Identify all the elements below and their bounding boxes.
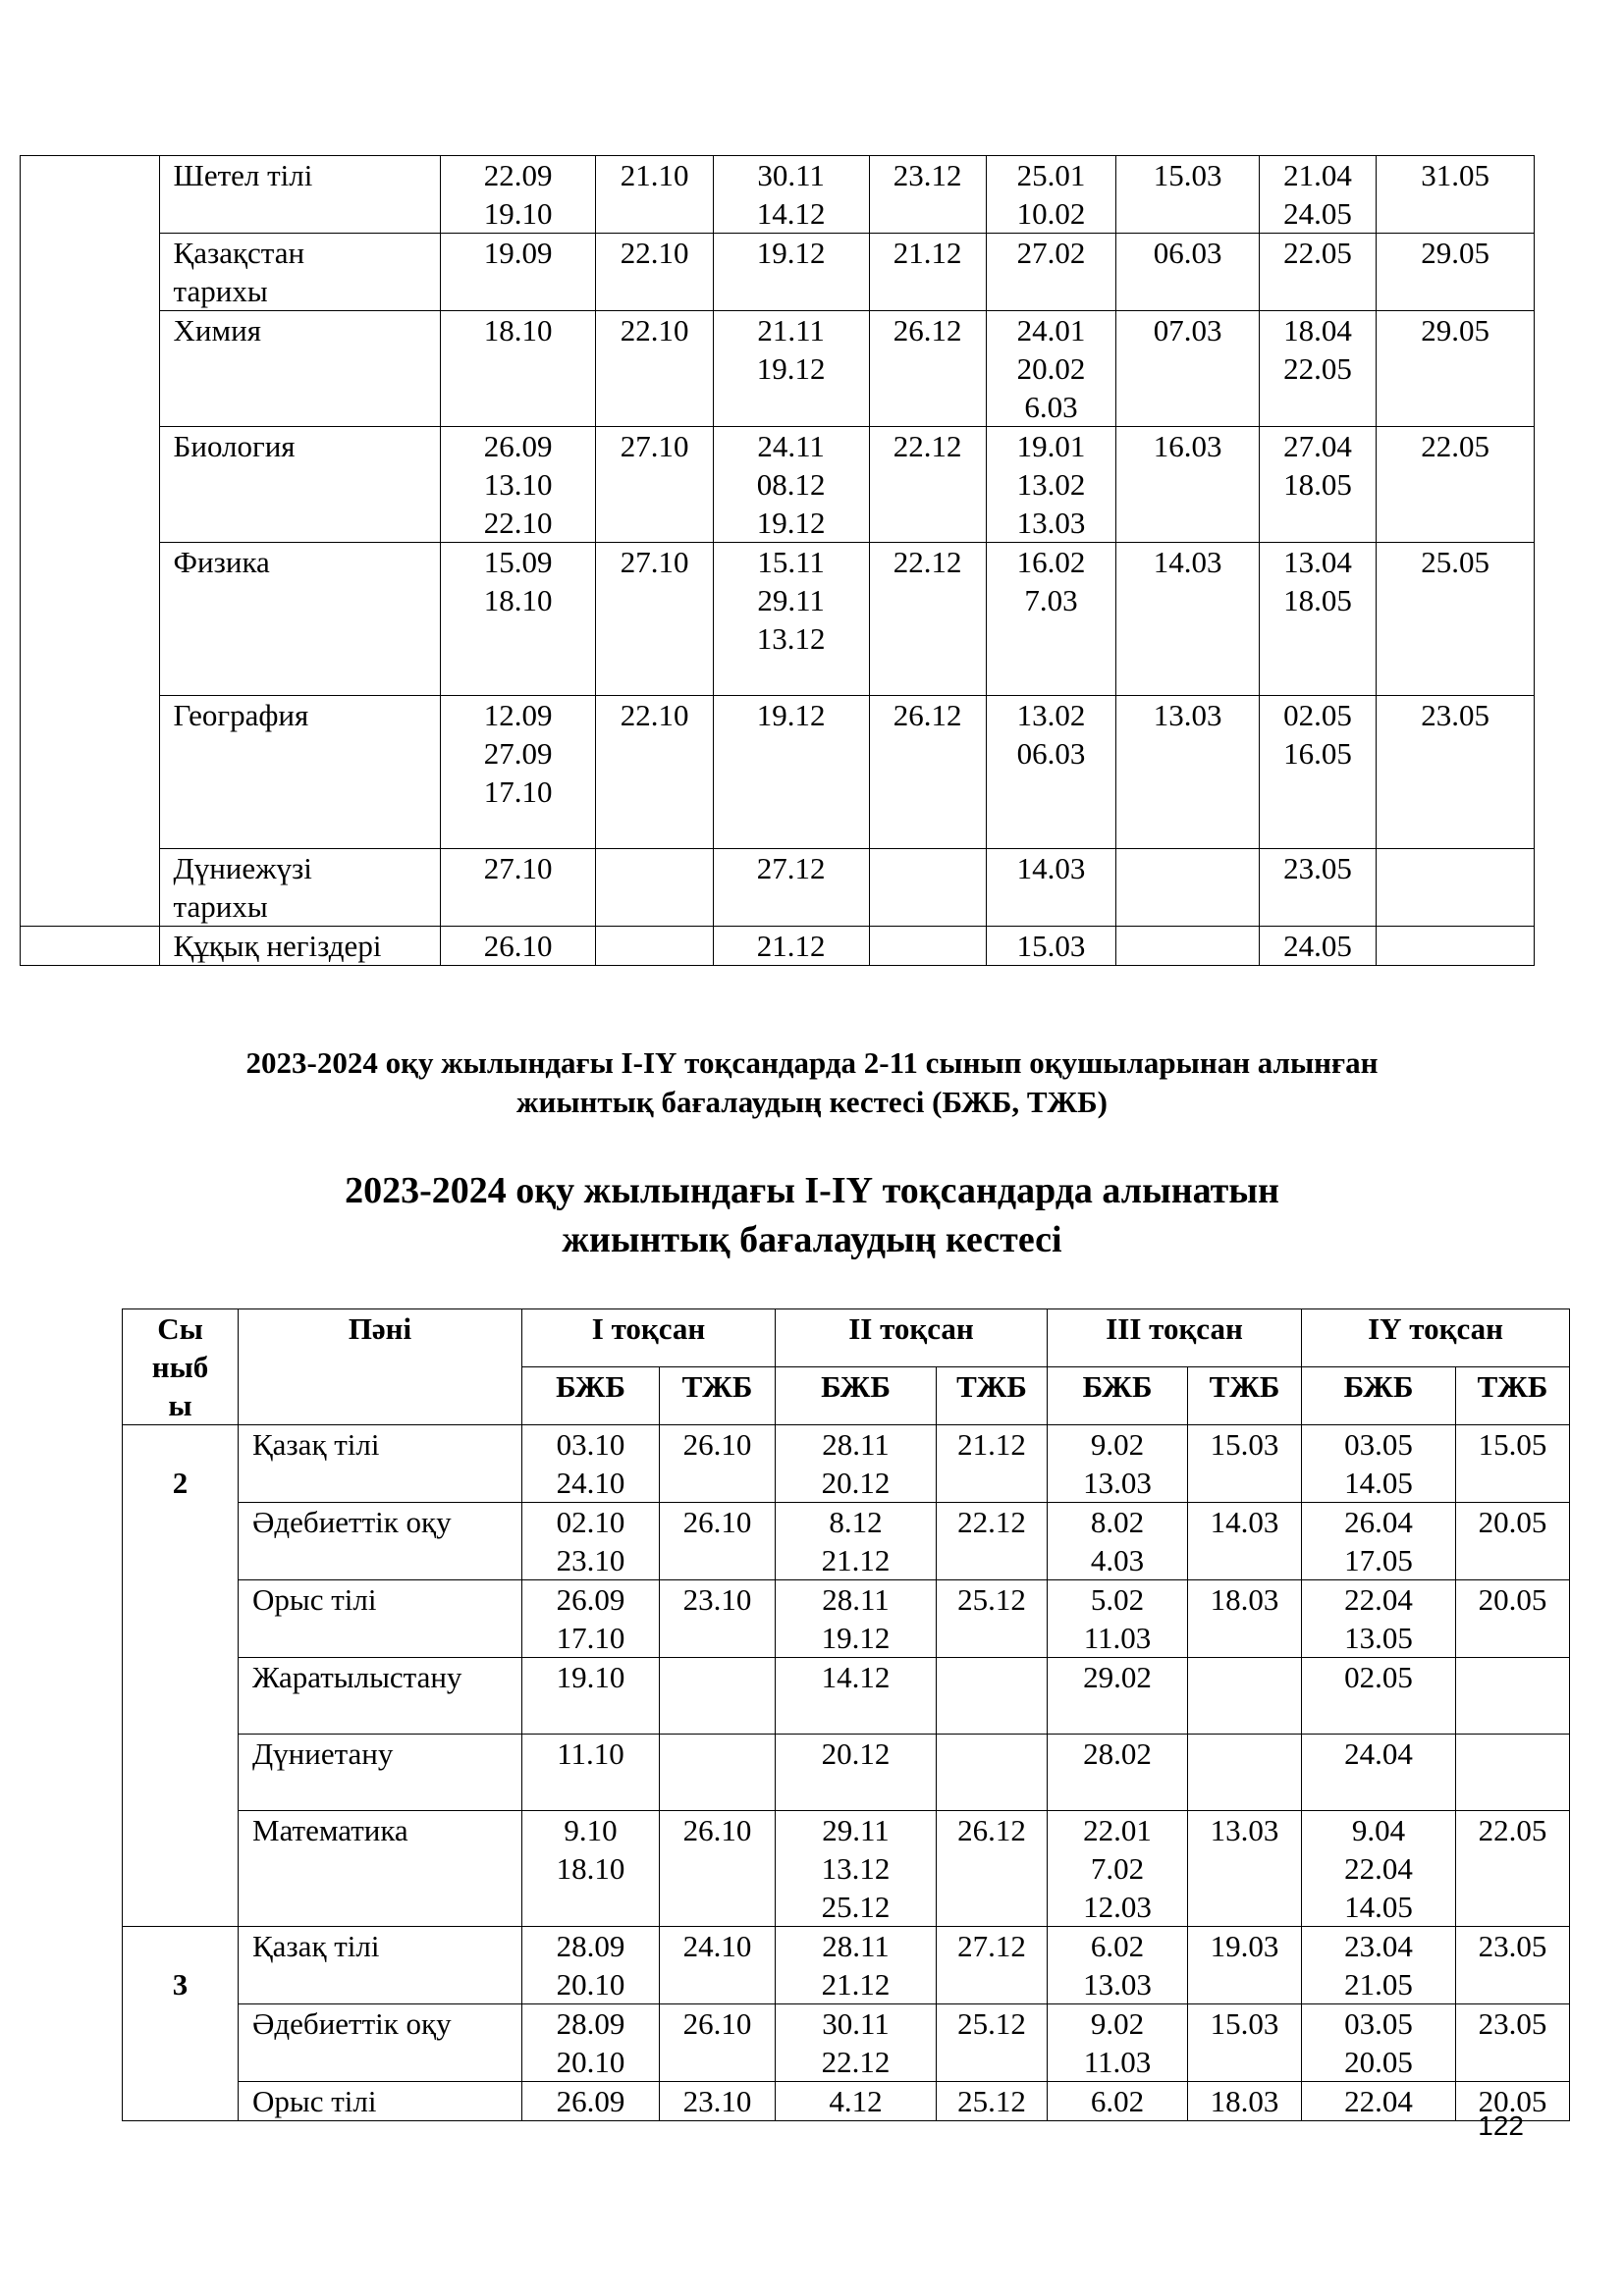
date-cell: 4.12: [776, 2082, 937, 2121]
table-row: [21, 543, 1535, 696]
subject-cell: Орыс тілі: [239, 2082, 522, 2121]
date-cell: 14.03: [1116, 543, 1260, 696]
date-cell: 27.02: [986, 234, 1115, 311]
date-cell: 21.10: [596, 156, 713, 234]
date-cell: 23.05: [1456, 2004, 1570, 2082]
subject-cell: Құқық негіздері: [159, 927, 440, 966]
date-cell: 15.05: [1456, 1425, 1570, 1503]
table-row: [123, 1658, 1570, 1735]
date-cell: 21.12: [937, 1425, 1048, 1503]
subject-cell: Қазақ тілі: [239, 1927, 522, 2004]
date-cell: 26.12: [869, 696, 986, 849]
header-row-quarters: [123, 1309, 1570, 1367]
date-cell: [1116, 927, 1260, 966]
date-cell: [1377, 927, 1535, 966]
date-cell: 22.04: [1302, 2082, 1456, 2121]
date-cell: 28.11 20.12: [776, 1425, 937, 1503]
summative-assessment-table: [122, 1308, 1570, 2121]
table-row: [21, 696, 1535, 849]
date-cell: [869, 927, 986, 966]
date-cell: 26.04 17.05: [1302, 1503, 1456, 1580]
page-number: 122: [1478, 2110, 1524, 2141]
bjb-header: БЖБ: [522, 1367, 660, 1425]
date-cell: 8.02 4.03: [1048, 1503, 1188, 1580]
date-cell: 29.05: [1377, 234, 1535, 311]
date-cell: 27.10: [440, 849, 596, 927]
class-number-cell: 2: [123, 1425, 239, 1927]
quarter-4-header: ІҮ тоқсан: [1302, 1309, 1570, 1367]
date-cell: [660, 1735, 776, 1811]
date-cell: 27.12: [937, 1927, 1048, 2004]
subject-cell: Математика: [239, 1811, 522, 1927]
tjb-header: ТЖБ: [1456, 1367, 1570, 1425]
date-cell: 24.05: [1259, 927, 1376, 966]
date-cell: 15.11 29.11 13.12: [713, 543, 869, 696]
date-cell: 03.10 24.10: [522, 1425, 660, 1503]
table-row: [123, 2004, 1570, 2082]
table-title-line2: жиынтық бағалаудың кестесі: [562, 1219, 1062, 1260]
date-cell: 19.10: [522, 1658, 660, 1735]
subject-column-header: Пәні: [239, 1309, 522, 1425]
table-row: [123, 2082, 1570, 2121]
date-cell: 25.01 10.02: [986, 156, 1115, 234]
date-cell: 5.02 11.03: [1048, 1580, 1188, 1658]
date-cell: 19.12: [713, 234, 869, 311]
subject-cell: Химия: [159, 311, 440, 427]
date-cell: 02.10 23.10: [522, 1503, 660, 1580]
date-cell: 13.03: [1116, 696, 1260, 849]
date-cell: 25.12: [937, 1580, 1048, 1658]
tjb-header: ТЖБ: [660, 1367, 776, 1425]
date-cell: 22.12: [937, 1503, 1048, 1580]
date-cell: 14.03: [986, 849, 1115, 927]
date-cell: 26.12: [869, 311, 986, 427]
date-cell: 14.12: [776, 1658, 937, 1735]
bjb-header: БЖБ: [776, 1367, 937, 1425]
table-row: [123, 1735, 1570, 1811]
date-cell: 28.02: [1048, 1735, 1188, 1811]
class-number-cell: 3: [123, 1927, 239, 2121]
date-cell: 18.10: [440, 311, 596, 427]
date-cell: 15.03: [1116, 156, 1260, 234]
date-cell: 25.12: [937, 2082, 1048, 2121]
row-margin-cell: [21, 696, 160, 849]
date-cell: 9.02 13.03: [1048, 1425, 1188, 1503]
table-title: [0, 1166, 1624, 1264]
subject-cell: Орыс тілі: [239, 1580, 522, 1658]
date-cell: 24.01 20.02 6.03: [986, 311, 1115, 427]
row-margin-cell: [21, 311, 160, 427]
date-cell: 28.09 20.10: [522, 2004, 660, 2082]
date-cell: 23.10: [660, 2082, 776, 2121]
date-cell: 24.10: [660, 1927, 776, 2004]
date-cell: 18.03: [1188, 1580, 1302, 1658]
date-cell: 02.05 16.05: [1259, 696, 1376, 849]
subject-cell: Дүниежүзі тарихы: [159, 849, 440, 927]
date-cell: 9.10 18.10: [522, 1811, 660, 1927]
date-cell: 22.05: [1259, 234, 1376, 311]
table-row: [21, 311, 1535, 427]
row-margin-cell: [21, 543, 160, 696]
row-margin-cell: [21, 234, 160, 311]
date-cell: [869, 849, 986, 927]
date-cell: 11.10: [522, 1735, 660, 1811]
date-cell: 16.02 7.03: [986, 543, 1115, 696]
date-cell: 19.12: [713, 696, 869, 849]
quarter-2-header: ІІ тоқсан: [776, 1309, 1048, 1367]
date-cell: 27.10: [596, 427, 713, 543]
date-cell: 18.03: [1188, 2082, 1302, 2121]
class-column-header: Сы ныб ы: [123, 1309, 239, 1425]
row-margin-cell: [21, 156, 160, 234]
date-cell: 03.05 20.05: [1302, 2004, 1456, 2082]
date-cell: 26.10: [660, 2004, 776, 2082]
section-heading-line2: жиынтық бағалаудың кестесі (БЖБ, ТЖБ): [516, 1085, 1108, 1119]
date-cell: [1188, 1735, 1302, 1811]
date-cell: 25.12: [937, 2004, 1048, 2082]
date-cell: 26.09 17.10: [522, 1580, 660, 1658]
date-cell: 24.11 08.12 19.12: [713, 427, 869, 543]
date-cell: 9.02 11.03: [1048, 2004, 1188, 2082]
date-cell: 30.11 22.12: [776, 2004, 937, 2082]
date-cell: 22.01 7.02 12.03: [1048, 1811, 1188, 1927]
date-cell: 31.05: [1377, 156, 1535, 234]
date-cell: 22.10: [596, 311, 713, 427]
tjb-header: ТЖБ: [1188, 1367, 1302, 1425]
date-cell: 21.11 19.12: [713, 311, 869, 427]
date-cell: 29.11 13.12 25.12: [776, 1811, 937, 1927]
date-cell: [1456, 1658, 1570, 1735]
date-cell: 25.05: [1377, 543, 1535, 696]
table-row: [123, 1927, 1570, 2004]
date-cell: 15.03: [1188, 1425, 1302, 1503]
date-cell: 29.05: [1377, 311, 1535, 427]
date-cell: 28.11 19.12: [776, 1580, 937, 1658]
date-cell: 21.12: [869, 234, 986, 311]
date-cell: 6.02 13.03: [1048, 1927, 1188, 2004]
bjb-header: БЖБ: [1048, 1367, 1188, 1425]
date-cell: 13.04 18.05: [1259, 543, 1376, 696]
date-cell: 19.01 13.02 13.03: [986, 427, 1115, 543]
table-row: [123, 1425, 1570, 1503]
date-cell: 15.03: [986, 927, 1115, 966]
table-row: [123, 1580, 1570, 1658]
date-cell: 29.02: [1048, 1658, 1188, 1735]
table-row: [21, 234, 1535, 311]
section-heading-line1: 2023-2024 оқу жылындағы І-ІҮ тоқсандарда 2-11 сынып оқушыларынан алынған: [245, 1045, 1379, 1080]
subject-cell: Қазақ тілі: [239, 1425, 522, 1503]
date-cell: 13.03: [1188, 1811, 1302, 1927]
date-cell: 26.10: [660, 1811, 776, 1927]
date-cell: 15.03: [1188, 2004, 1302, 2082]
date-cell: 03.05 14.05: [1302, 1425, 1456, 1503]
date-cell: 26.09: [522, 2082, 660, 2121]
date-cell: 20.05: [1456, 1503, 1570, 1580]
date-cell: [596, 849, 713, 927]
date-cell: 20.12: [776, 1735, 937, 1811]
date-cell: 02.05: [1302, 1658, 1456, 1735]
date-cell: 22.05: [1456, 1811, 1570, 1927]
date-cell: 26.12: [937, 1811, 1048, 1927]
date-cell: 20.05: [1456, 1580, 1570, 1658]
date-cell: [660, 1658, 776, 1735]
date-cell: 22.05: [1377, 427, 1535, 543]
date-cell: [1456, 1735, 1570, 1811]
subject-cell: География: [159, 696, 440, 849]
date-cell: 12.09 27.09 17.10: [440, 696, 596, 849]
date-cell: 23.05: [1377, 696, 1535, 849]
date-cell: 27.04 18.05: [1259, 427, 1376, 543]
date-cell: [937, 1735, 1048, 1811]
table-row: [21, 927, 1535, 966]
date-cell: 28.11 21.12: [776, 1927, 937, 2004]
date-cell: 22.09 19.10: [440, 156, 596, 234]
date-cell: 21.04 24.05: [1259, 156, 1376, 234]
date-cell: 16.03: [1116, 427, 1260, 543]
table-row: [21, 156, 1535, 234]
row-margin-cell: [21, 849, 160, 927]
subject-cell: Әдебиеттік оқу: [239, 1503, 522, 1580]
date-cell: 23.05: [1259, 849, 1376, 927]
subject-cell: Шетел тілі: [159, 156, 440, 234]
date-cell: 22.10: [596, 696, 713, 849]
row-margin-cell: [21, 427, 160, 543]
date-cell: 15.09 18.10: [440, 543, 596, 696]
date-cell: 27.10: [596, 543, 713, 696]
date-cell: 22.04 13.05: [1302, 1580, 1456, 1658]
date-cell: 6.02: [1048, 2082, 1188, 2121]
date-cell: 9.04 22.04 14.05: [1302, 1811, 1456, 1927]
date-cell: 27.12: [713, 849, 869, 927]
date-cell: 13.02 06.03: [986, 696, 1115, 849]
date-cell: 06.03: [1116, 234, 1260, 311]
schedule-table-continued: [20, 155, 1535, 966]
tjb-header: ТЖБ: [937, 1367, 1048, 1425]
table-row: [21, 849, 1535, 927]
date-cell: 19.09: [440, 234, 596, 311]
row-margin-cell: [21, 927, 160, 966]
date-cell: 28.09 20.10: [522, 1927, 660, 2004]
subject-cell: Қазақстан тарихы: [159, 234, 440, 311]
date-cell: 21.12: [713, 927, 869, 966]
date-cell: 23.04 21.05: [1302, 1927, 1456, 2004]
date-cell: 18.04 22.05: [1259, 311, 1376, 427]
date-cell: 22.10: [596, 234, 713, 311]
date-cell: [1116, 849, 1260, 927]
quarter-1-header: І тоқсан: [522, 1309, 776, 1367]
quarter-3-header: ІІІ тоқсан: [1048, 1309, 1302, 1367]
date-cell: 30.11 14.12: [713, 156, 869, 234]
date-cell: [596, 927, 713, 966]
date-cell: 19.03: [1188, 1927, 1302, 2004]
subject-cell: Әдебиеттік оқу: [239, 2004, 522, 2082]
subject-cell: Биология: [159, 427, 440, 543]
date-cell: 26.10: [660, 1425, 776, 1503]
table-row: [21, 427, 1535, 543]
table-row: [123, 1503, 1570, 1580]
date-cell: [937, 1658, 1048, 1735]
bjb-header: БЖБ: [1302, 1367, 1456, 1425]
subject-cell: Дүниетану: [239, 1735, 522, 1811]
date-cell: 14.03: [1188, 1503, 1302, 1580]
subject-cell: Физика: [159, 543, 440, 696]
subject-cell: Жаратылыстану: [239, 1658, 522, 1735]
date-cell: [1188, 1658, 1302, 1735]
date-cell: 26.10: [440, 927, 596, 966]
date-cell: 23.10: [660, 1580, 776, 1658]
date-cell: 26.10: [660, 1503, 776, 1580]
date-cell: 8.12 21.12: [776, 1503, 937, 1580]
date-cell: 26.09 13.10 22.10: [440, 427, 596, 543]
section-heading: [0, 1043, 1624, 1122]
date-cell: [1377, 849, 1535, 927]
date-cell: 24.04: [1302, 1735, 1456, 1811]
table-title-line1: 2023-2024 оқу жылындағы І-ІҮ тоқсандарда алынатын: [345, 1170, 1279, 1211]
date-cell: 20.05: [1456, 2082, 1570, 2121]
date-cell: 23.12: [869, 156, 986, 234]
date-cell: 23.05: [1456, 1927, 1570, 2004]
table-row: [123, 1811, 1570, 1927]
date-cell: 22.12: [869, 543, 986, 696]
date-cell: 07.03: [1116, 311, 1260, 427]
date-cell: 22.12: [869, 427, 986, 543]
